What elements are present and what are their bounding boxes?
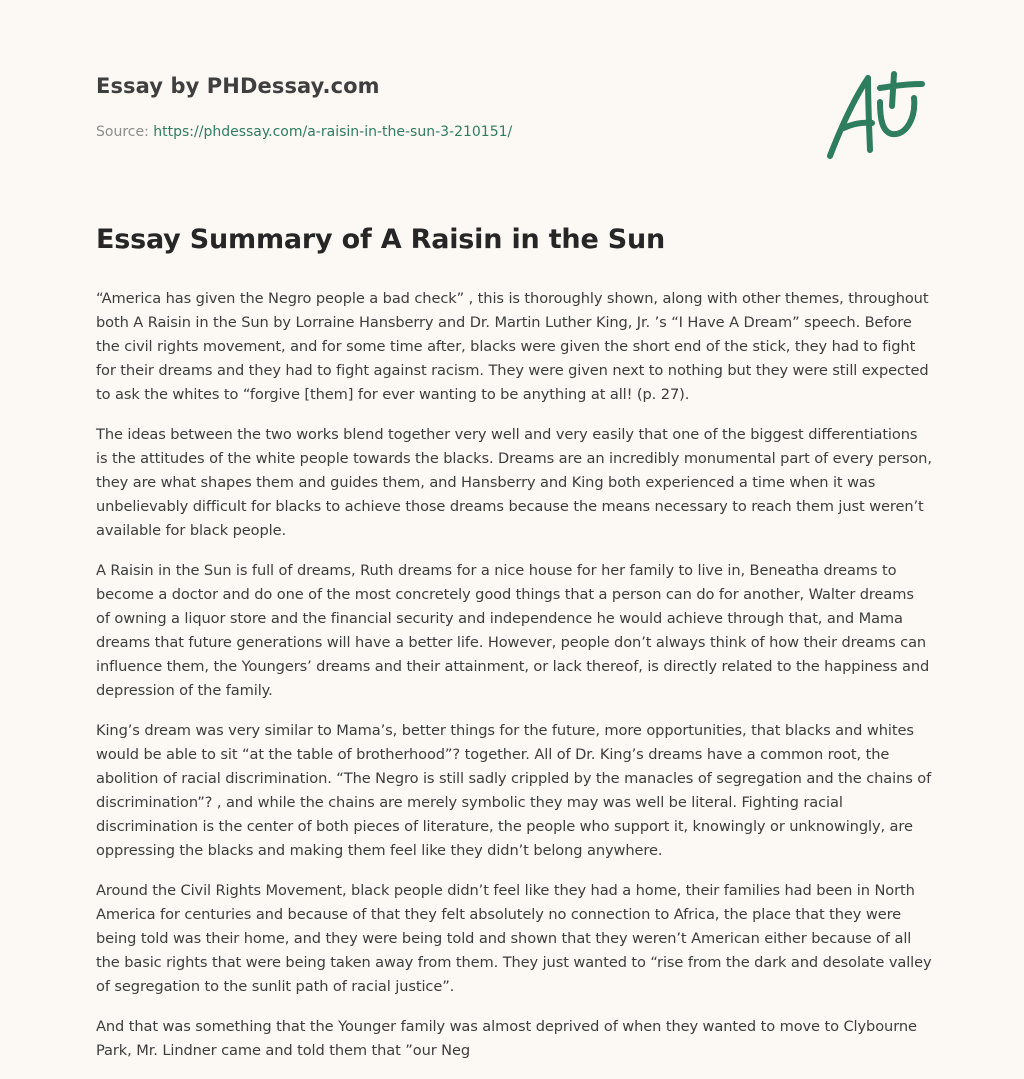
source-link[interactable]: https://phdessay.com/a-raisin-in-the-sun-3-210151/ bbox=[153, 124, 513, 140]
essay-paragraph: And that was something that the Younger family was almost deprived of when they wanted to move to Clybourne Park, Mr. Lindner came and told them that ”our Neg bbox=[96, 1018, 917, 1059]
site-title: Essay by PHDessay.com bbox=[96, 74, 380, 98]
essay-title: Essay Summary of A Raisin in the Sun bbox=[96, 224, 666, 255]
essay-paragraph: A Raisin in the Sun is full of dreams, Ruth dreams for a nice house for her family to live in, Beneatha dreams to become a doctor and do one of the most concretely good things that a person can do for another, Walter dreams of owning a liquor store and the financial security and independence he would achieve through that, and Mama dreams that future generations will have a better life. However, people don’t always think of how their dreams can influence them, the Youngers’ dreams and their attainment, or lack thereof, is directly related to the happiness and depression of the family. bbox=[96, 562, 930, 699]
page-header bbox=[96, 74, 928, 140]
essay-body bbox=[96, 287, 932, 1079]
essay-paragraph: King’s dream was very similar to Mama’s, better things for the future, more opportunities, that blacks and whites would be able to sit “at the table of brotherhood”? together. All of Dr. King’s dreams have a common root, the abolition of racial discrimination. “The Negro is still sadly crippled by the manacles of segregation and the chains of discrimination”? , and while the chains are merely symbolic they may was well be literal. Fighting racial discrimination is the center of both pieces of literature, the people who support it, knowingly or unknowingly, are oppressing the blacks and making them feel like they didn’t belong anywhere. bbox=[96, 722, 932, 859]
essay-paragraph: “America has given the Negro people a bad check” , this is thoroughly shown, along with other themes, throughout both A Raisin in the Sun by Lorraine Hansberry and Dr. Martin Luther King, Jr. ’s “I Have A Dream” speech. Before the civil rights movement, and for some time after, blacks were given the short end of the stick, they had to fight for their dreams and they had to fight against racism. They were given next to nothing but they were still expected to ask the whites to “forgive [them] for ever wanting to be anything at all! (p. 27). bbox=[96, 290, 929, 403]
a-plus-logo-icon bbox=[822, 68, 926, 164]
essay-paragraph: The ideas between the two works blend together very well and very easily that one of the biggest differentiations is the attitudes of the white people towards the blacks. Dreams are an incredibly monumental part of every person, they are what shapes them and guides them, and Hansberry and King both experienced a time when it was unbelievably difficult for blacks to achieve those dreams because the means necessary to reach them just weren’t available for black people. bbox=[96, 426, 932, 539]
essay-paragraph: Around the Civil Rights Movement, black people didn’t feel like they had a home, their families had been in North America for centuries and because of that they felt absolutely no connection to Africa, the place that they were being told was their home, and they were being told and shown that they weren’t American either because of all the basic rights that were being taken away from them. They just wanted to “rise from the dark and desolate valley of segregation to the sunlit path of racial justice”. bbox=[96, 882, 932, 995]
source-line bbox=[96, 124, 512, 140]
source-label: Source: bbox=[96, 124, 154, 140]
